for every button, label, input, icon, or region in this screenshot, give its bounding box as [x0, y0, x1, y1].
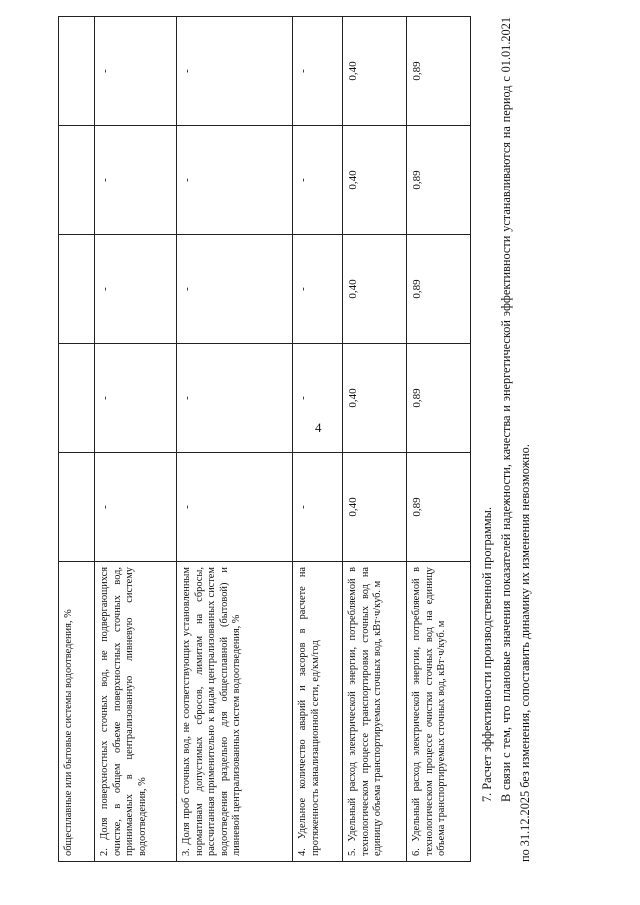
value-cell [59, 453, 95, 562]
value-cell: 0,40 [343, 235, 407, 344]
page-number: 4 [315, 420, 322, 435]
value-cell [59, 235, 95, 344]
indicator-cell: 2. Доля поверхностных сточных вод, не подвергающихся очистке, в общем объеме поверхностных сточных вод, принимаемых в централизованную ливневую систему водоотведения, % [95, 562, 177, 862]
value-cell: 0,40 [343, 453, 407, 562]
value-cell: - [177, 344, 293, 453]
indicator-cell: 6. Удельный расход электрической энергии, потребляемой в технологическом процессе очистки сточных вод на единицу объема транспортируемых сточных вод, кВт·ч/куб. м [407, 562, 471, 862]
value-cell: - [95, 344, 177, 453]
table-row [59, 17, 95, 862]
section-heading: 7. Расчет эффективности производственной программы. [480, 506, 494, 802]
value-cell: 0,40 [343, 126, 407, 235]
value-cell: - [95, 17, 177, 126]
value-cell: 0,40 [343, 17, 407, 126]
value-cell [59, 17, 95, 126]
table-row [95, 17, 177, 862]
table-row [343, 17, 407, 862]
value-cell: - [293, 235, 343, 344]
value-cell: 0,89 [407, 17, 471, 126]
value-cell: - [293, 344, 343, 453]
table-row [293, 17, 343, 862]
rotated-content [58, 17, 618, 862]
indicators-table [58, 16, 471, 862]
value-cell: - [293, 453, 343, 562]
efficiency-section [478, 17, 535, 862]
value-cell: - [95, 453, 177, 562]
value-cell: - [293, 17, 343, 126]
value-cell: 0,40 [343, 344, 407, 453]
indicator-cell: 4. Удельное количество аварий и засоров в расчете на протяженность канализационной сети, ед/км/год [293, 562, 343, 862]
value-cell: - [95, 235, 177, 344]
value-cell: 0,89 [407, 344, 471, 453]
value-cell [59, 126, 95, 235]
section-paragraph: В связи с тем, что плановые значения показателей надежности, качества и энергетической эффективности устанавливаются на период с 01.01.2021 по 31.12.2025 без изменения, сопоставить динамику их изменения невозможно. [499, 17, 532, 862]
table-row [407, 17, 471, 862]
value-cell: - [177, 453, 293, 562]
value-cell: - [177, 235, 293, 344]
indicator-cell: общесплавные или бытовые системы водоотведения, % [59, 562, 95, 862]
indicator-cell: 5. Удельный расход электрической энергии, потребляемой в технологическом процессе транспортировки сточных вод на единицу объема транспортируемых сточных вод, кВт·ч/куб. м [343, 562, 407, 862]
value-cell: 0,89 [407, 235, 471, 344]
table-row [177, 17, 293, 862]
value-cell: 0,89 [407, 126, 471, 235]
value-cell: - [177, 17, 293, 126]
value-cell: - [293, 126, 343, 235]
indicator-cell: 3. Доля проб сточных вод, не соответствующих установленным нормативам допустимых сбросов, лимитам на сбросы, рассчитанная применительно к видам централизованных систем водоотведения раздельно для общесплавной (бытовой) и ливневой централизованных систем водоотведения, % [177, 562, 293, 862]
value-cell [59, 344, 95, 453]
value-cell: - [95, 126, 177, 235]
value-cell: 0,89 [407, 453, 471, 562]
value-cell: - [177, 126, 293, 235]
